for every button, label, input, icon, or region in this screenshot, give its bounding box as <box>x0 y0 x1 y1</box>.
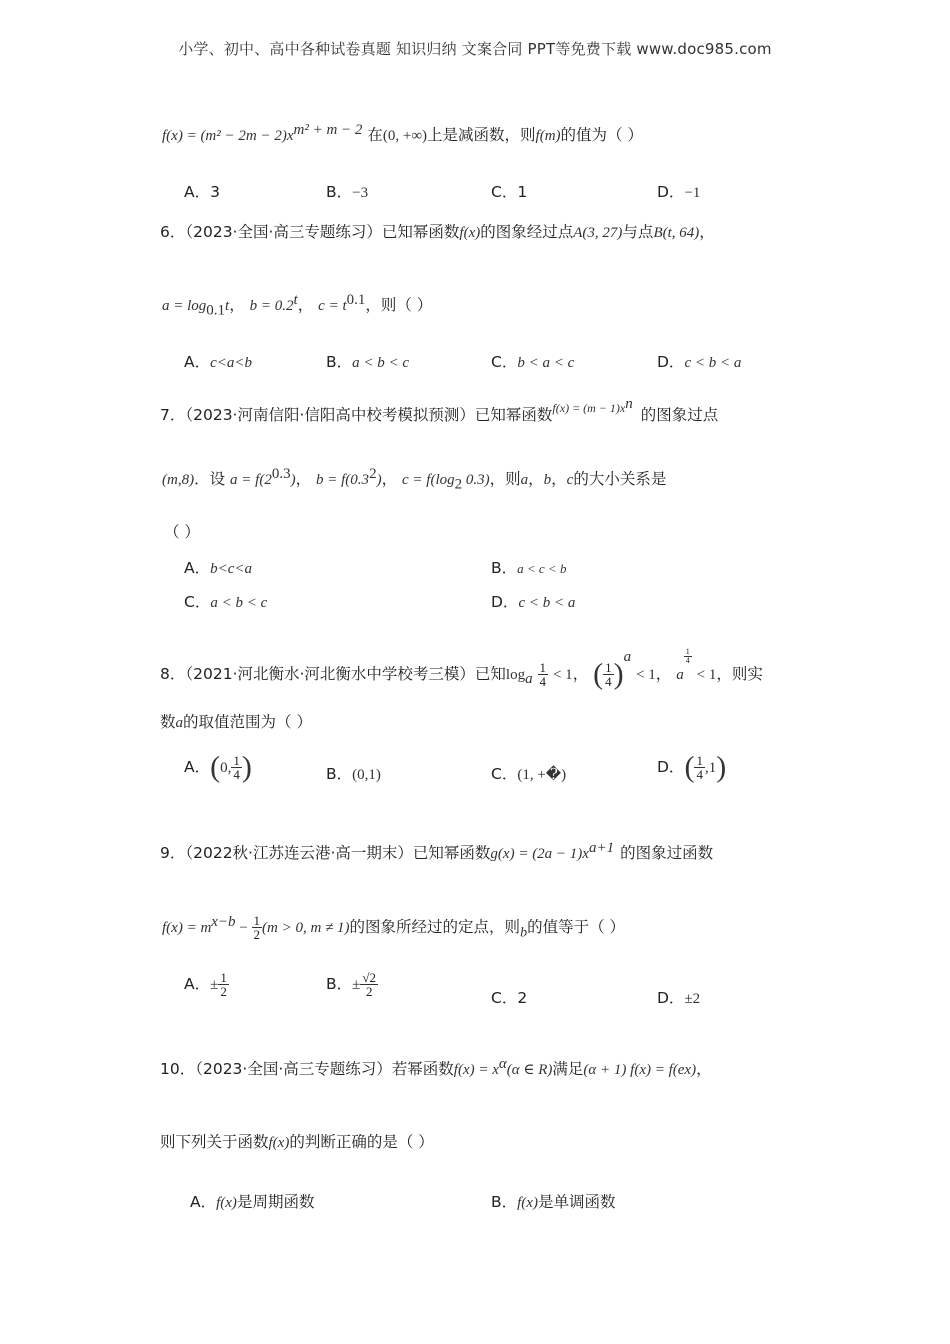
q7-option-b-label: B． <box>491 559 518 577</box>
q9-stem-d: 的值等于（ ） <box>527 918 625 937</box>
q8-lt1-b: < 1 <box>636 667 656 683</box>
q7-defs: (m,8)．设 $a = f(2^{0.3})$， $b = f(0.3^2)$， $c = f(\log_2$ 0.3)，则a，b，c的大小关系是 <box>162 466 667 493</box>
q8-option-d-paren-close: ) <box>716 750 727 784</box>
q8-paren-close: ) <box>613 657 624 691</box>
q5-option-b-label: B． <box>326 183 353 201</box>
q9-option-b-frac <box>360 971 378 998</box>
q6-option-a-value: c<a<b <box>210 355 253 371</box>
q8-option-a-pre: 0, <box>220 760 232 776</box>
q6-sep-1: ， <box>229 296 245 315</box>
q8-option-b-label: B． <box>326 765 353 783</box>
q8-option-d-label: D． <box>657 758 685 776</box>
q8-frac-1-den: 4 <box>539 674 547 689</box>
q10-stem-d: 的判断正确的是（ ） <box>289 1133 434 1151</box>
q9-f-exp: x−b <box>211 914 236 930</box>
q8-option-a-paren-open: ( <box>210 750 221 784</box>
q5-option-d-label: D． <box>657 183 685 201</box>
q8-option-a-num: 1 <box>233 753 240 768</box>
q10-option-a-value: 是周期函数 <box>236 1193 315 1211</box>
q5-text-c: 的值为（ ） <box>560 126 643 145</box>
q9-option-b-label: B． <box>326 975 353 993</box>
q6-sep-2: ， <box>297 296 314 315</box>
q7-option-d <box>491 590 575 612</box>
q9-option-d-label: D． <box>657 989 685 1007</box>
q9-option-c: C．2 <box>491 989 528 1007</box>
q8-frac-3-num: 1 <box>685 647 690 656</box>
q8-option-a <box>184 744 252 790</box>
q10-option-b-value: 是单调函数 <box>537 1193 616 1211</box>
q8-frac-2-num: 1 <box>605 660 612 675</box>
q7-stem-a: 7．（2023·河南信阳·信阳高中校考模拟预测）已知幂函数 <box>160 406 553 424</box>
q5-exponent: m² + m − 2 <box>293 122 363 138</box>
q9-option-d-value: ±2 <box>684 991 701 1007</box>
q8-paren-open: ( <box>593 657 604 691</box>
q10-option-b-label: B． <box>491 1193 518 1211</box>
q7-option-b <box>491 556 566 578</box>
q7-c-def: c = f(log <box>402 472 455 489</box>
q6-option-c-label: C． <box>491 353 518 371</box>
q10-comma: ， <box>696 1060 712 1079</box>
q10-fx: f(x) <box>268 1135 290 1151</box>
q8-lt1-c: < 1 <box>696 667 717 683</box>
q8-frac-1 <box>538 661 549 688</box>
q10-stem-c: 则下列关于函数 <box>160 1133 269 1151</box>
q8-lt1-a: < 1 <box>552 667 573 683</box>
q6-option-d-value: c < b < a <box>684 355 742 371</box>
q6-option-b-value: a < b < c <box>352 355 410 371</box>
q7-option-c-value: a < b < c <box>210 595 268 611</box>
q7-paren: （ ） <box>164 523 200 541</box>
q5-option-c: C．1 <box>491 183 528 201</box>
q6-comma: ， <box>699 223 715 241</box>
q7-option-c-label: C． <box>184 593 211 611</box>
q7-c-base: 2 <box>454 476 463 493</box>
q8-stem-b-a: 数 <box>160 713 176 731</box>
q10-eq: (α + 1) f(x) = f(ex) <box>583 1062 697 1079</box>
q7-tail-a: ，则 <box>489 470 521 489</box>
q8-option-d-post: ,1 <box>704 760 717 776</box>
q7-stem-b: 的图象过点 <box>640 406 719 424</box>
q6-option-a-label: A． <box>184 353 211 371</box>
q7-b-def: b = f(0.3 <box>316 472 370 489</box>
q9-option-a-label: A． <box>184 975 211 993</box>
q8-option-a-paren-close: ) <box>241 750 252 784</box>
q5-interval: (0, +∞) <box>382 128 428 145</box>
q7-point: (m,8) <box>162 472 195 489</box>
q7-stem <box>160 396 718 425</box>
q8-option-a-den: 4 <box>233 767 240 782</box>
q6-option-d-label: D． <box>657 353 685 371</box>
q6-stem-a: 6．（2023·全国·高三专题练习）已知幂函数 <box>160 223 460 241</box>
q6-point-a: A(3, 27) <box>573 225 623 241</box>
q8-option-d-paren-open: ( <box>684 750 695 784</box>
q10-option-b-fx: f(x) <box>517 1195 538 1211</box>
q8-option-a-label: A． <box>184 758 211 776</box>
q8-frac-2-den: 4 <box>605 674 612 689</box>
q10-stem-b: 满足 <box>552 1060 584 1079</box>
q7-var-c: c <box>566 472 574 489</box>
q5-text-a: 在 <box>367 126 383 145</box>
q6-point-b: B(t, 64) <box>653 225 700 241</box>
q6-option-d <box>657 350 741 372</box>
q8-stem-a: 8．（2021·河北衡水·河北衡水中学校考三模）已知 <box>160 665 506 683</box>
q9-frac <box>252 914 263 941</box>
q8-option-b-value: (0,1) <box>352 767 381 783</box>
q9-option-b <box>326 962 378 1006</box>
q9-frac-num: 1 <box>253 913 261 929</box>
q8-option-d-den: 4 <box>696 767 703 782</box>
q7-option-a-label: A． <box>184 559 211 577</box>
q9-option-a-den: 2 <box>220 984 227 999</box>
q9-frac-den: 2 <box>253 927 261 943</box>
q9-option-b-den: 2 <box>365 984 373 999</box>
q6-a-arg: t <box>225 298 230 315</box>
q6-a-def: a = log <box>162 298 207 315</box>
q10-option-b <box>491 1190 615 1212</box>
q6-defs <box>162 292 432 319</box>
q7-var-a: a <box>520 472 529 489</box>
q9-option-b-num: √2 <box>362 970 377 985</box>
q8-a-pow: a <box>676 667 684 683</box>
q6-option-c-value: b < a < c <box>517 355 575 371</box>
q9-option-a <box>184 962 229 1006</box>
q6-option-b-label: B． <box>326 353 353 371</box>
q7-var-b: b <box>543 472 552 489</box>
q9-f-mid: − <box>235 920 252 937</box>
q7-c-end: 0.3) <box>462 472 490 489</box>
q10-cond: (α ∈ R) <box>506 1062 553 1079</box>
q10-option-a-label: A． <box>190 1193 217 1211</box>
q6-b-def: b = 0.2 <box>249 298 294 315</box>
q5-option-b <box>326 180 368 202</box>
q7-set: ．设 <box>194 470 226 489</box>
q9-stem-a: 9．（2022秋·江苏连云港·高一期末）已知幂函数 <box>160 844 491 863</box>
q6-stem-c: 与点 <box>622 223 654 241</box>
q8-option-d <box>657 744 726 790</box>
q5-text-b: 上是减函数，则 <box>427 126 536 145</box>
q7-b-end: ) <box>376 472 382 489</box>
q10-option-a <box>190 1190 314 1212</box>
q7-option-b-value: a < c < b <box>517 561 567 576</box>
q8-option-d-num: 1 <box>696 753 703 768</box>
q8-option-b <box>326 762 381 784</box>
q7-option-a-value: b<c<a <box>210 561 253 577</box>
q10-stem <box>160 1056 712 1079</box>
q9-g-exp: a+1 <box>588 840 615 856</box>
page-header: 小学、初中、高中各种试卷真题 知识归纳 文案合同 PPT等免费下载 www.doc985.com <box>178 40 772 58</box>
q6-stem <box>160 220 715 242</box>
q7-func-exp: n <box>625 396 633 412</box>
q8-option-d-frac <box>694 754 705 781</box>
q8-stem-b <box>160 710 312 732</box>
q8-frac-1-num: 1 <box>539 660 547 675</box>
q5-option-d <box>657 180 700 202</box>
q8-log-base: a <box>525 671 533 688</box>
q8-exp-a: a <box>623 649 632 665</box>
q10-option-a-fx: f(x) <box>216 1195 237 1211</box>
q6-option-b <box>326 350 409 372</box>
q8-frac-2 <box>603 661 614 688</box>
q10-func-exp: α <box>498 1056 507 1072</box>
q9-option-b-pm: ± <box>352 977 361 993</box>
q9-option-d <box>657 986 700 1008</box>
q8-stem-b-b: 的取值范围为（ ） <box>183 713 312 731</box>
q7-option-d-label: D． <box>491 593 519 611</box>
q6-option-a <box>184 350 252 372</box>
q6-a-base: 0.1 <box>206 302 226 319</box>
q9-var: b <box>520 925 528 941</box>
q8-option-a-frac <box>231 754 242 781</box>
q9-stem-b: 的图象过函数 <box>620 844 714 863</box>
q7-option-c <box>184 590 267 612</box>
q9-f-tail: (m > 0, m ≠ 1) <box>262 920 350 937</box>
q6-tail: ，则（ ） <box>365 296 433 315</box>
q6-stem-b: 的图象经过点 <box>480 223 574 241</box>
q5-formula: f(x) = (m² − 2m − 2)x <box>162 128 294 145</box>
q8-var: a <box>175 715 184 731</box>
q7-a-exp: 0.3 <box>271 466 291 482</box>
q10-stem-2 <box>160 1130 434 1152</box>
q8-option-c-value: (1, +�) <box>517 767 567 783</box>
q5-fm: f(m) <box>535 128 561 145</box>
q7-a-def: a = f(2 <box>230 472 272 489</box>
q7-func: f(x) = (m − 1)x <box>552 401 626 415</box>
q5-option-a: A．3 <box>184 183 220 201</box>
q5-option-b-value: −3 <box>352 185 369 201</box>
q7-option-d-value: c < b < a <box>518 595 576 611</box>
q9-option-a-frac <box>218 971 229 998</box>
q7-b-exp: 2 <box>369 466 377 482</box>
q9-g: g(x) = (2a − 1)x <box>490 846 589 863</box>
q9-stem-c: 的图象所经过的定点，则 <box>349 918 521 937</box>
q10-stem-a: 10．（2023·全国·高三专题练习）若幂函数 <box>160 1060 454 1079</box>
q9-option-a-num: 1 <box>220 970 227 985</box>
q8-frac-3 <box>684 648 692 665</box>
q6-c-exp: 0.1 <box>346 292 366 308</box>
q8-frac-3-den: 4 <box>685 656 690 665</box>
q6-c-def: c = t <box>318 298 347 315</box>
q10-func: f(x) = x <box>453 1062 499 1079</box>
q9-f: f(x) = m <box>162 920 212 937</box>
q9-stem <box>160 840 713 863</box>
q8-log: log <box>505 667 526 683</box>
q6-b-exp: t <box>293 292 298 308</box>
q6-option-c <box>491 350 574 372</box>
q9-option-a-pm: ± <box>210 977 219 993</box>
q7-tail-b: 的大小关系是 <box>573 470 667 489</box>
q7-a-end: ) <box>290 472 296 489</box>
q5-stem <box>162 122 643 145</box>
q8-option-c-label: C． <box>491 765 518 783</box>
q5-option-d-value: −1 <box>684 185 701 201</box>
q6-fx: f(x) <box>459 225 481 241</box>
q9-line2 <box>162 902 625 942</box>
q8-stem: 8．（2021·河北衡水·河北衡水中学校考三模）已知$\log_a$ $\frac{1}{4}$ < 1， ( $\frac{1}{4}$ )$^a$ < 1， a $\frac{1}{4}$ < 1，则实 <box>160 647 763 691</box>
q7-option-a <box>184 556 252 578</box>
q8-tail: ，则实 <box>716 665 763 683</box>
q8-option-c <box>491 762 566 784</box>
